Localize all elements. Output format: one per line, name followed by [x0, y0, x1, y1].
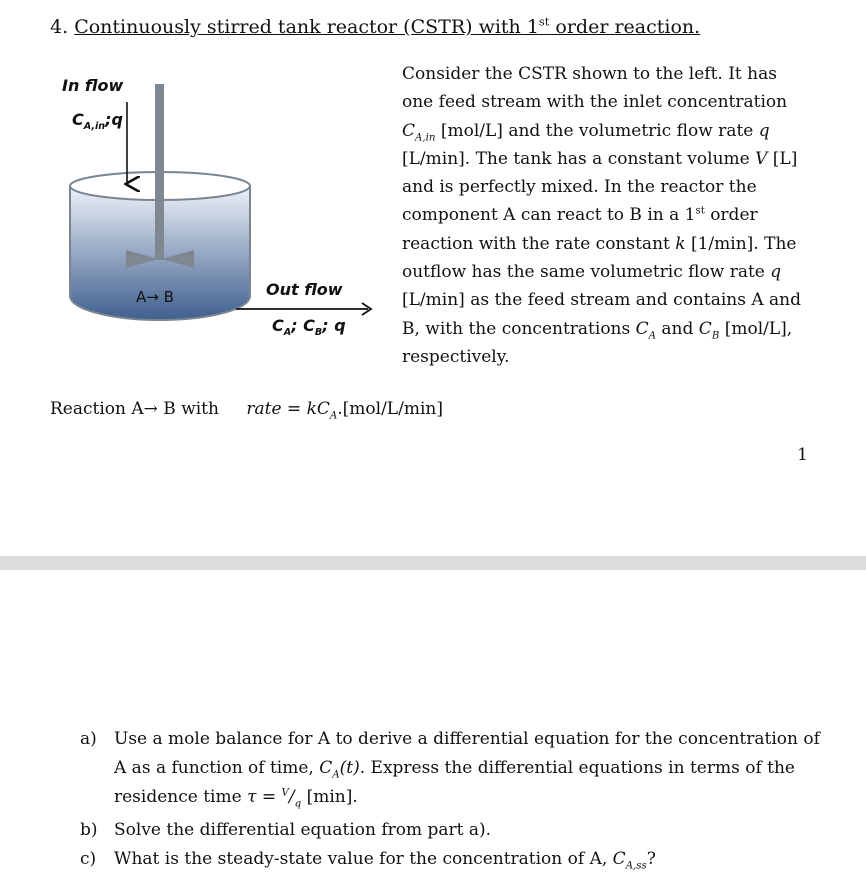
- problem-title: Continuously stirred tank reactor (CSTR) with 1st order reaction.: [74, 14, 701, 38]
- question-label: c): [80, 849, 97, 869]
- page-number: 1: [797, 445, 808, 465]
- problem-number: 4.: [50, 16, 69, 38]
- cstr-diagram: [50, 66, 390, 356]
- question-label: a): [80, 729, 97, 749]
- tau-fraction: $^V/_q$: [281, 787, 302, 810]
- rate-equation: rate = $kC_A.[mol/L/\min]$: [246, 399, 443, 422]
- question-c: c) What is the steady-state value for the concentration of A, $C_{A,ss}$?: [80, 845, 830, 874]
- question-b: b) Solve the differential equation from part a).: [80, 816, 830, 845]
- question-list: [80, 725, 830, 874]
- in-flow-variables: $C_{A,in};q$: [72, 110, 123, 133]
- question-a: a) Use a mole balance for A to derive a differential equation for the concentration of A as a function of time, $C_A(t)$. Express the differential equations in terms of the residence time $\tau = ^V/_q$ [min].: [80, 725, 830, 812]
- page-separator: [0, 556, 866, 570]
- cstr-description: Consider the CSTR shown to the left. It has one feed stream with the inlet concentration $C_{A,in}$ [mol/L] and the volumetric flow rate q [L/min]. The tank has a constant volume V [L] and is perfectly mixed. In the reactor the component A can react to B in a 1st order reaction with the rate constant k [1/min]. The outflow has the same volumetric flow rate q [L/min] as the feed stream and contains A and B, with the concentrations $C_A$ and $C_B$ [mol/L], respectively.: [402, 64, 802, 367]
- rate-prefix: Reaction A→ B with: [50, 399, 219, 419]
- page-2: [0, 570, 866, 894]
- problem-heading: [50, 16, 700, 38]
- in-flow-label: In flow: [62, 76, 124, 95]
- stirrer-shaft: [155, 84, 164, 260]
- out-flow-label: Out flow: [266, 280, 343, 299]
- question-label: b): [80, 820, 98, 840]
- rate-equation-line: [50, 399, 443, 422]
- out-flow-variables: $C_A$; $C_B$; q: [272, 316, 346, 339]
- reaction-inside-tank: A→ B: [136, 288, 174, 306]
